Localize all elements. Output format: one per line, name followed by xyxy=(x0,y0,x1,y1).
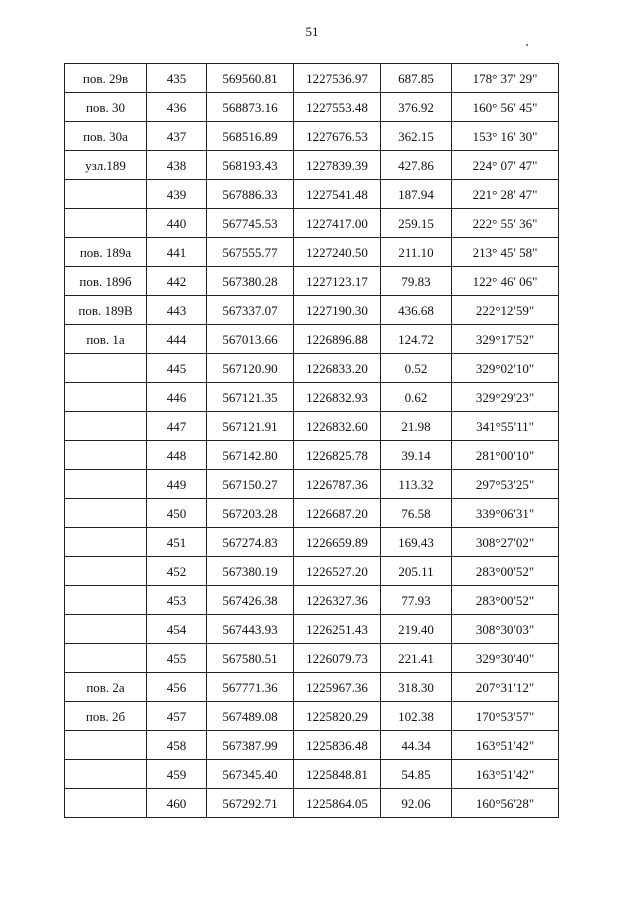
page-number: 51 xyxy=(305,24,319,39)
point-name-cell: узл.189 xyxy=(65,151,147,180)
y-coordinate-cell: 1226687.20 xyxy=(294,499,381,528)
y-coordinate-cell: 1227553.48 xyxy=(294,93,381,122)
point-number-cell: 459 xyxy=(147,760,207,789)
y-coordinate-cell: 1227676.53 xyxy=(294,122,381,151)
y-coordinate-cell: 1226787.36 xyxy=(294,470,381,499)
length-cell: 0.52 xyxy=(381,354,452,383)
x-coordinate-cell: 567337.07 xyxy=(207,296,294,325)
point-number-cell: 451 xyxy=(147,528,207,557)
y-coordinate-cell: 1225967.36 xyxy=(294,673,381,702)
length-cell: 687.85 xyxy=(381,64,452,93)
angle-cell: 160°56'28" xyxy=(452,789,559,818)
table-row xyxy=(65,296,559,325)
point-number-cell: 436 xyxy=(147,93,207,122)
angle-cell: 339°06'31" xyxy=(452,499,559,528)
y-coordinate-cell: 1226833.20 xyxy=(294,354,381,383)
point-name-cell xyxy=(65,760,147,789)
point-name-cell xyxy=(65,354,147,383)
y-coordinate-cell: 1227536.97 xyxy=(294,64,381,93)
length-cell: 77.93 xyxy=(381,586,452,615)
point-number-cell: 449 xyxy=(147,470,207,499)
point-name-cell xyxy=(65,180,147,209)
length-cell: 436.68 xyxy=(381,296,452,325)
length-cell: 113.32 xyxy=(381,470,452,499)
table-row xyxy=(65,122,559,151)
point-name-cell: пов. 2б xyxy=(65,702,147,731)
point-number-cell: 452 xyxy=(147,557,207,586)
x-coordinate-cell: 569560.81 xyxy=(207,64,294,93)
x-coordinate-cell: 567150.27 xyxy=(207,470,294,499)
y-coordinate-cell: 1227839.39 xyxy=(294,151,381,180)
table-row xyxy=(65,180,559,209)
length-cell: 76.58 xyxy=(381,499,452,528)
point-number-cell: 454 xyxy=(147,615,207,644)
angle-cell: 329°29'23" xyxy=(452,383,559,412)
table-row xyxy=(65,760,559,789)
point-name-cell: пов. 30а xyxy=(65,122,147,151)
point-name-cell: пов. 30 xyxy=(65,93,147,122)
angle-cell: 283°00'52" xyxy=(452,586,559,615)
point-number-cell: 450 xyxy=(147,499,207,528)
table-row xyxy=(65,354,559,383)
y-coordinate-cell: 1226896.88 xyxy=(294,325,381,354)
x-coordinate-cell: 567443.93 xyxy=(207,615,294,644)
length-cell: 221.41 xyxy=(381,644,452,673)
angle-cell: 207°31'12" xyxy=(452,673,559,702)
y-coordinate-cell: 1227240.50 xyxy=(294,238,381,267)
point-number-cell: 441 xyxy=(147,238,207,267)
length-cell: 54.85 xyxy=(381,760,452,789)
length-cell: 39.14 xyxy=(381,441,452,470)
y-coordinate-cell: 1227123.17 xyxy=(294,267,381,296)
point-name-cell: пов. 29в xyxy=(65,64,147,93)
point-name-cell xyxy=(65,557,147,586)
y-coordinate-cell: 1226659.89 xyxy=(294,528,381,557)
length-cell: 169.43 xyxy=(381,528,452,557)
point-number-cell: 440 xyxy=(147,209,207,238)
table-body xyxy=(65,64,559,818)
point-number-cell: 446 xyxy=(147,383,207,412)
y-coordinate-cell: 1226832.60 xyxy=(294,412,381,441)
angle-cell: 222°12'59" xyxy=(452,296,559,325)
x-coordinate-cell: 567426.38 xyxy=(207,586,294,615)
table-row xyxy=(65,586,559,615)
x-coordinate-cell: 567013.66 xyxy=(207,325,294,354)
angle-cell: 178° 37' 29" xyxy=(452,64,559,93)
length-cell: 427.86 xyxy=(381,151,452,180)
x-coordinate-cell: 567745.53 xyxy=(207,209,294,238)
table-row xyxy=(65,499,559,528)
angle-cell: 163°51'42" xyxy=(452,760,559,789)
table-row xyxy=(65,441,559,470)
angle-cell: 170°53'57" xyxy=(452,702,559,731)
table-row xyxy=(65,412,559,441)
length-cell: 318.30 xyxy=(381,673,452,702)
y-coordinate-cell: 1226832.93 xyxy=(294,383,381,412)
x-coordinate-cell: 567886.33 xyxy=(207,180,294,209)
point-number-cell: 447 xyxy=(147,412,207,441)
angle-cell: 297°53'25" xyxy=(452,470,559,499)
point-name-cell xyxy=(65,441,147,470)
point-name-cell: пов. 1а xyxy=(65,325,147,354)
table-row xyxy=(65,644,559,673)
table-row xyxy=(65,325,559,354)
table-row xyxy=(65,528,559,557)
x-coordinate-cell: 568193.43 xyxy=(207,151,294,180)
x-coordinate-cell: 567121.35 xyxy=(207,383,294,412)
x-coordinate-cell: 568873.16 xyxy=(207,93,294,122)
angle-cell: 224° 07' 47" xyxy=(452,151,559,180)
length-cell: 376.92 xyxy=(381,93,452,122)
point-name-cell xyxy=(65,789,147,818)
scan-speck xyxy=(526,44,528,46)
table-row xyxy=(65,789,559,818)
point-number-cell: 435 xyxy=(147,64,207,93)
x-coordinate-cell: 567380.19 xyxy=(207,557,294,586)
point-name-cell: пов. 189а xyxy=(65,238,147,267)
angle-cell: 283°00'52" xyxy=(452,557,559,586)
point-name-cell: пов. 2а xyxy=(65,673,147,702)
length-cell: 219.40 xyxy=(381,615,452,644)
length-cell: 259.15 xyxy=(381,209,452,238)
y-coordinate-cell: 1225836.48 xyxy=(294,731,381,760)
x-coordinate-cell: 567142.80 xyxy=(207,441,294,470)
y-coordinate-cell: 1226251.43 xyxy=(294,615,381,644)
table-row xyxy=(65,93,559,122)
length-cell: 187.94 xyxy=(381,180,452,209)
table-row xyxy=(65,615,559,644)
x-coordinate-cell: 567121.91 xyxy=(207,412,294,441)
point-name-cell xyxy=(65,470,147,499)
angle-cell: 308°30'03" xyxy=(452,615,559,644)
angle-cell: 329°30'40" xyxy=(452,644,559,673)
x-coordinate-cell: 567771.36 xyxy=(207,673,294,702)
point-number-cell: 444 xyxy=(147,325,207,354)
point-number-cell: 456 xyxy=(147,673,207,702)
table-row xyxy=(65,470,559,499)
length-cell: 92.06 xyxy=(381,789,452,818)
angle-cell: 153° 16' 30" xyxy=(452,122,559,151)
point-number-cell: 457 xyxy=(147,702,207,731)
x-coordinate-cell: 567203.28 xyxy=(207,499,294,528)
point-name-cell xyxy=(65,412,147,441)
y-coordinate-cell: 1227190.30 xyxy=(294,296,381,325)
table-row xyxy=(65,209,559,238)
point-number-cell: 438 xyxy=(147,151,207,180)
y-coordinate-cell: 1226079.73 xyxy=(294,644,381,673)
point-number-cell: 455 xyxy=(147,644,207,673)
x-coordinate-cell: 567489.08 xyxy=(207,702,294,731)
length-cell: 102.38 xyxy=(381,702,452,731)
table-row xyxy=(65,702,559,731)
y-coordinate-cell: 1227541.48 xyxy=(294,180,381,209)
point-number-cell: 453 xyxy=(147,586,207,615)
length-cell: 21.98 xyxy=(381,412,452,441)
angle-cell: 160° 56' 45" xyxy=(452,93,559,122)
length-cell: 44.34 xyxy=(381,731,452,760)
length-cell: 124.72 xyxy=(381,325,452,354)
x-coordinate-cell: 567120.90 xyxy=(207,354,294,383)
y-coordinate-cell: 1227417.00 xyxy=(294,209,381,238)
coordinates-table xyxy=(64,63,559,818)
point-name-cell xyxy=(65,731,147,760)
angle-cell: 122° 46' 06" xyxy=(452,267,559,296)
point-name-cell xyxy=(65,644,147,673)
length-cell: 205.11 xyxy=(381,557,452,586)
point-number-cell: 439 xyxy=(147,180,207,209)
point-number-cell: 448 xyxy=(147,441,207,470)
y-coordinate-cell: 1225848.81 xyxy=(294,760,381,789)
point-name-cell xyxy=(65,528,147,557)
length-cell: 0.62 xyxy=(381,383,452,412)
point-number-cell: 445 xyxy=(147,354,207,383)
point-number-cell: 442 xyxy=(147,267,207,296)
angle-cell: 222° 55' 36" xyxy=(452,209,559,238)
angle-cell: 329°17'52" xyxy=(452,325,559,354)
point-name-cell xyxy=(65,615,147,644)
table-row xyxy=(65,64,559,93)
x-coordinate-cell: 567380.28 xyxy=(207,267,294,296)
angle-cell: 213° 45' 58" xyxy=(452,238,559,267)
angle-cell: 281°00'10" xyxy=(452,441,559,470)
table-row xyxy=(65,673,559,702)
point-number-cell: 460 xyxy=(147,789,207,818)
x-coordinate-cell: 567555.77 xyxy=(207,238,294,267)
x-coordinate-cell: 567292.71 xyxy=(207,789,294,818)
y-coordinate-cell: 1226327.36 xyxy=(294,586,381,615)
angle-cell: 329°02'10" xyxy=(452,354,559,383)
table-row xyxy=(65,151,559,180)
angle-cell: 341°55'11" xyxy=(452,412,559,441)
y-coordinate-cell: 1225820.29 xyxy=(294,702,381,731)
point-number-cell: 437 xyxy=(147,122,207,151)
x-coordinate-cell: 567274.83 xyxy=(207,528,294,557)
length-cell: 211.10 xyxy=(381,238,452,267)
y-coordinate-cell: 1226825.78 xyxy=(294,441,381,470)
point-name-cell: пов. 189б xyxy=(65,267,147,296)
point-number-cell: 458 xyxy=(147,731,207,760)
x-coordinate-cell: 568516.89 xyxy=(207,122,294,151)
point-name-cell: пов. 189В xyxy=(65,296,147,325)
length-cell: 79.83 xyxy=(381,267,452,296)
point-name-cell xyxy=(65,586,147,615)
y-coordinate-cell: 1226527.20 xyxy=(294,557,381,586)
table-row xyxy=(65,383,559,412)
point-name-cell xyxy=(65,383,147,412)
table-row xyxy=(65,731,559,760)
x-coordinate-cell: 567580.51 xyxy=(207,644,294,673)
x-coordinate-cell: 567387.99 xyxy=(207,731,294,760)
point-name-cell xyxy=(65,209,147,238)
point-name-cell xyxy=(65,499,147,528)
table-row xyxy=(65,557,559,586)
table-row xyxy=(65,267,559,296)
point-number-cell: 443 xyxy=(147,296,207,325)
angle-cell: 308°27'02" xyxy=(452,528,559,557)
y-coordinate-cell: 1225864.05 xyxy=(294,789,381,818)
length-cell: 362.15 xyxy=(381,122,452,151)
table-row xyxy=(65,238,559,267)
x-coordinate-cell: 567345.40 xyxy=(207,760,294,789)
angle-cell: 221° 28' 47" xyxy=(452,180,559,209)
angle-cell: 163°51'42" xyxy=(452,731,559,760)
